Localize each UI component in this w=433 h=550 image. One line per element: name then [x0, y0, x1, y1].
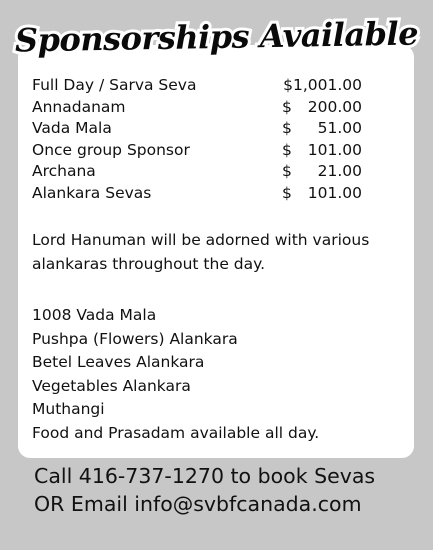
price-row — [32, 118, 362, 140]
currency-symbol: $ — [282, 140, 292, 159]
price-label: Full Day / Sarva Seva — [32, 76, 197, 94]
price-label: Archana — [32, 162, 96, 180]
price-list — [32, 75, 362, 204]
sponsorship-card — [18, 45, 414, 458]
price-row — [32, 97, 362, 119]
list-item: Food and Prasadam available all day. — [32, 423, 320, 442]
price-label: Vada Mala — [32, 119, 112, 137]
list-item: Pushpa (Flowers) Alankara — [32, 329, 238, 348]
currency-symbol: $ — [282, 119, 292, 137]
price-label: Annadanam — [32, 97, 126, 116]
price-amount: 200.00 — [307, 97, 362, 116]
list-item: Muthangi — [32, 400, 105, 418]
phone-line: Call 416-737-1270 to book Sevas — [34, 464, 376, 488]
list-item: Betel Leaves Alankara — [32, 353, 205, 371]
price-row — [32, 140, 362, 162]
price-row — [32, 183, 362, 205]
currency-symbol: $ — [282, 162, 292, 180]
email-line: OR Email info@svbfcanada.com — [34, 492, 362, 516]
currency-symbol: $ — [282, 97, 292, 116]
price-amount: 51.00 — [317, 119, 362, 137]
alankara-list — [32, 304, 404, 445]
price-row — [32, 161, 362, 183]
price-row — [32, 75, 362, 97]
contact-footer — [34, 462, 424, 518]
price-amount: $1,001.00 — [283, 76, 362, 94]
title-text: Sponsorships Available — [14, 14, 419, 60]
price-label: Alankara Sevas — [32, 183, 152, 202]
alankara-note: Lord Hanuman will be adorned with various alankaras throughout the day. — [32, 231, 370, 273]
currency-symbol: $ — [282, 183, 292, 202]
price-amount: 101.00 — [307, 140, 362, 159]
price-amount: 101.00 — [307, 183, 362, 202]
list-item: 1008 Vada Mala — [32, 306, 157, 324]
flyer-title — [14, 8, 419, 68]
price-label: Once group Sponsor — [32, 140, 190, 159]
price-amount: 21.00 — [317, 162, 362, 180]
list-item: Vegetables Alankara — [32, 376, 191, 395]
